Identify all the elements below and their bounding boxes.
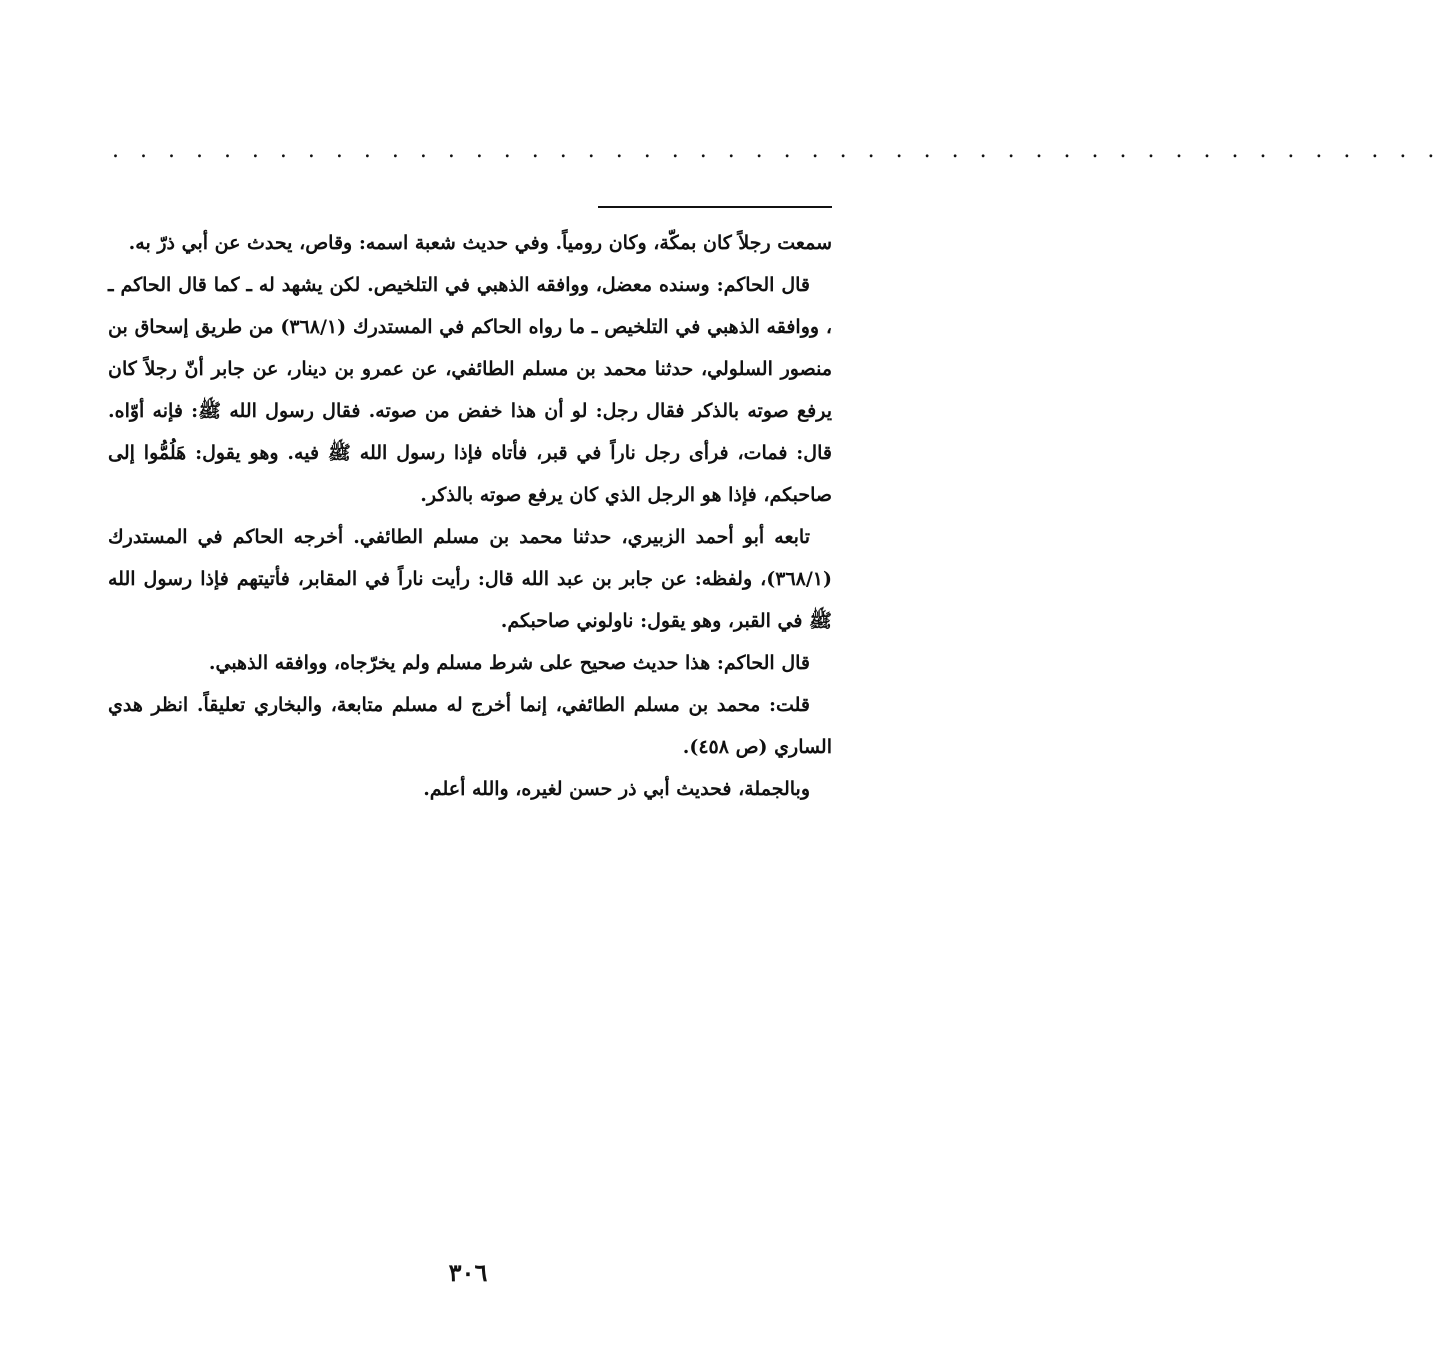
- page-number: ٣٠٦: [448, 1258, 488, 1287]
- footnote-rule: [598, 206, 832, 208]
- paragraph-4: قال الحاكم: هذا حديث صحيح على شرط مسلم ولم يخرّجاه، ووافقه الذهبي.: [208, 652, 810, 674]
- dotted-separator: . . . . . . . . . . . . . . . . . . . . . . . . . . . . . . . . . . . . . . . . . . . . . . . .: [112, 138, 1441, 163]
- paragraph-1: سمعت رجلاً كان بمكّة، وكان رومياً. وفي حديث شعبة اسمه: وقاص، يحدث عن أبي ذرّ به.: [128, 232, 832, 254]
- paragraph-6: وبالجملة، فحديث أبي ذر حسن لغيره، والله أعلم.: [423, 778, 810, 800]
- paragraph-2: قال الحاكم: وسنده معضل، ووافقه الذهبي في التلخيص. لكن يشهد له ـ كما قال الحاكم ـ ، ووافقه الذهبي في التلخيص ـ ما رواه الحاكم في المستدرك (٣٦٨/١) من طريق إسحاق بن منصور السلولي، حدثنا محمد بن مسلم الطائفي، عن عمرو بن دينار، عن جابر أنّ رجلاً كان يرفع صوته بالذكر فقال رجل: لو أن هذا خفض من صوته. فقال رسول الله ﷺ: فإنه أوّاه. قال: فمات، فرأى رجل ناراً في قبر، فأتاه فإذا رسول الله ﷺ فيه. وهو يقول: هَلُمُّوا إلى صاحبكم، فإذا هو الرجل الذي كان يرفع صوته بالذكر.: [108, 274, 833, 506]
- footnote-text: [108, 222, 832, 810]
- paragraph-5: قلت: محمد بن مسلم الطائفي، إنما أخرج له مسلم متابعة، والبخاري تعليقاً. انظر هدي الساري (ص ٤٥٨).: [108, 694, 832, 758]
- paragraph-3: تابعه أبو أحمد الزبيري، حدثنا محمد بن مسلم الطائفي. أخرجه الحاكم في المستدرك (٣٦٨/١)، ولفظه: عن جابر بن عبد الله قال: رأيت ناراً في المقابر، فأتيتهم فإذا رسول الله ﷺ في القبر، وهو يقول: ناولوني صاحبكم.: [108, 526, 832, 632]
